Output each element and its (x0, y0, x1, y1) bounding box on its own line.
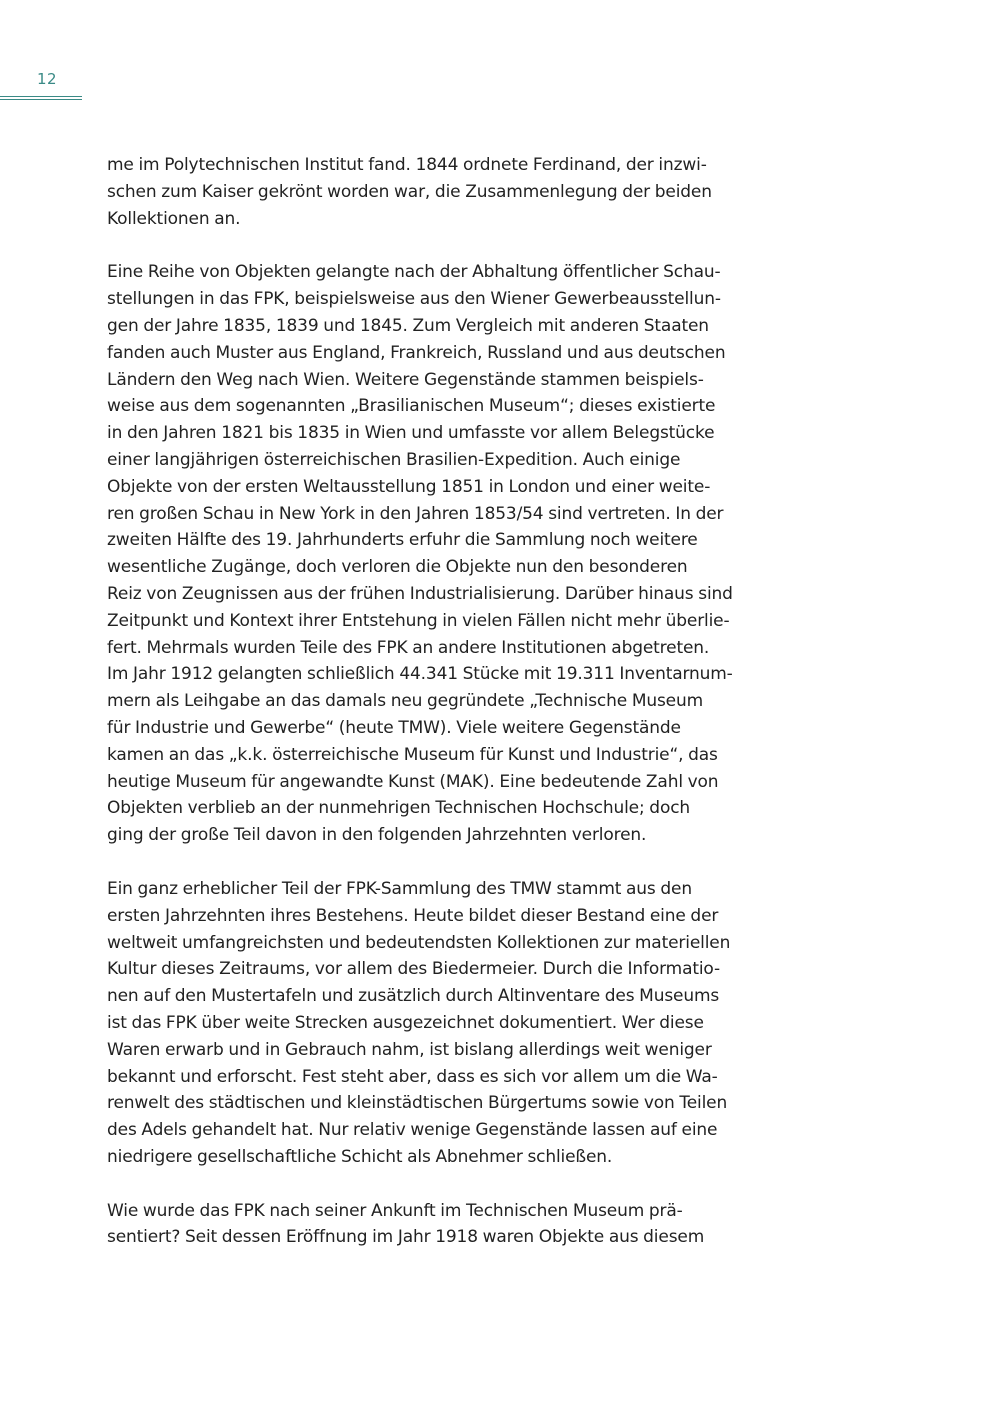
text-line: Eine Reihe von Objekten gelangte nach der Abhaltung öffentlicher Schau- (107, 262, 721, 283)
text-line: fert. Mehrmals wurden Teile des FPK an andere Institutionen abgetreten. (107, 637, 710, 658)
text-line: ging der große Teil davon in den folgenden Jahrzehnten verloren. (107, 825, 647, 846)
text-line: kamen an das „k.k. österreichische Museum für Kunst und Industrie“, das (107, 744, 718, 765)
header-rule-secondary (0, 99, 82, 100)
text-line: zweiten Hälfte des 19. Jahrhunderts erfuhr die Sammlung noch weitere (107, 530, 698, 551)
text-line: gen der Jahre 1835, 1839 und 1845. Zum Vergleich mit anderen Staaten (107, 315, 709, 336)
text-line: Objekte von der ersten Weltausstellung 1851 in London und einer weite- (107, 476, 711, 497)
text-line: Zeitpunkt und Kontext ihrer Entstehung in vielen Fällen nicht mehr überlie- (107, 610, 730, 631)
page-number: 12 (37, 70, 58, 88)
text-line: renwelt des städtischen und kleinstädtischen Bürgertums sowie von Teilen (107, 1093, 728, 1114)
text-line: Waren erwarb und in Gebrauch nahm, ist bislang allerdings weit weniger (107, 1039, 712, 1060)
text-line: weise aus dem sogenannten „Brasilianischen Museum“; dieses existierte (107, 396, 716, 417)
text-line: einer langjährigen österreichischen Brasilien-Expedition. Auch einige (107, 449, 681, 470)
text-line: Wie wurde das FPK nach seiner Ankunft im Technischen Museum prä- (107, 1200, 683, 1221)
text-line: me im Polytechnischen Institut fand. 1844 ordnete Ferdinand, der inzwi- (107, 155, 707, 175)
text-line: Ein ganz erheblicher Teil der FPK-Sammlung des TMW stammt aus den (107, 878, 692, 899)
paragraph (107, 1198, 787, 1252)
paragraph (107, 876, 787, 1171)
text-line: nen auf den Mustertafeln und zusätzlich durch Altinventare des Museums (107, 986, 720, 1007)
text-line: Kollektionen an. (107, 208, 241, 229)
text-line: ersten Jahrzehnten ihres Bestehens. Heute bildet dieser Bestand eine der (107, 905, 719, 926)
text-line: für Industrie und Gewerbe“ (heute TMW). Viele weitere Gegenstände (107, 717, 681, 738)
text-line: des Adels gehandelt hat. Nur relativ wenige Gegenstände lassen auf eine (107, 1120, 718, 1141)
text-line: Reiz von Zeugnissen aus der frühen Industrialisierung. Darüber hinaus sind (107, 583, 733, 604)
text-line: stellungen in das FPK, beispielsweise aus den Wiener Gewerbeausstellun- (107, 289, 721, 310)
text-line: niedrigere gesellschaftliche Schicht als Abnehmer schließen. (107, 1146, 613, 1167)
text-line: fanden auch Muster aus England, Frankreich, Russland und aus deutschen (107, 342, 726, 363)
text-line: heutige Museum für angewandte Kunst (MAK). Eine bedeutende Zahl von (107, 771, 719, 792)
text-line: Ländern den Weg nach Wien. Weitere Gegenstände stammen beispiels- (107, 369, 704, 390)
text-line: ist das FPK über weite Strecken ausgezeichnet dokumentiert. Wer diese (107, 1012, 704, 1033)
text-line: in den Jahren 1821 bis 1835 in Wien und umfasste vor allem Belegstücke (107, 423, 715, 444)
text-line: schen zum Kaiser gekrönt worden war, die Zusammenlegung der beiden (107, 181, 712, 202)
text-line: weltweit umfangreichsten und bedeutendsten Kollektionen zur materiellen (107, 932, 731, 953)
body-text (107, 152, 787, 1278)
header-rule (0, 96, 82, 97)
text-line: wesentliche Zugänge, doch verloren die Objekte nun den besonderen (107, 557, 688, 578)
text-line: Kultur dieses Zeitraums, vor allem des Biedermeier. Durch die Informatio- (107, 959, 720, 980)
text-line: Im Jahr 1912 gelangten schließlich 44.341 Stücke mit 19.311 Inventarnum- (107, 664, 733, 685)
text-line: sentiert? Seit dessen Eröffnung im Jahr 1918 waren Objekte aus diesem (107, 1227, 705, 1248)
paragraph (107, 152, 787, 232)
text-line: bekannt und erforscht. Fest steht aber, dass es sich vor allem um die Wa- (107, 1066, 718, 1087)
text-line: mern als Leihgabe an das damals neu gegründete „Technische Museum (107, 691, 704, 712)
text-line: ren großen Schau in New York in den Jahren 1853/54 sind vertreten. In der (107, 503, 724, 524)
text-line: Objekten verblieb an der nunmehrigen Technischen Hochschule; doch (107, 798, 691, 819)
paragraph (107, 259, 787, 849)
